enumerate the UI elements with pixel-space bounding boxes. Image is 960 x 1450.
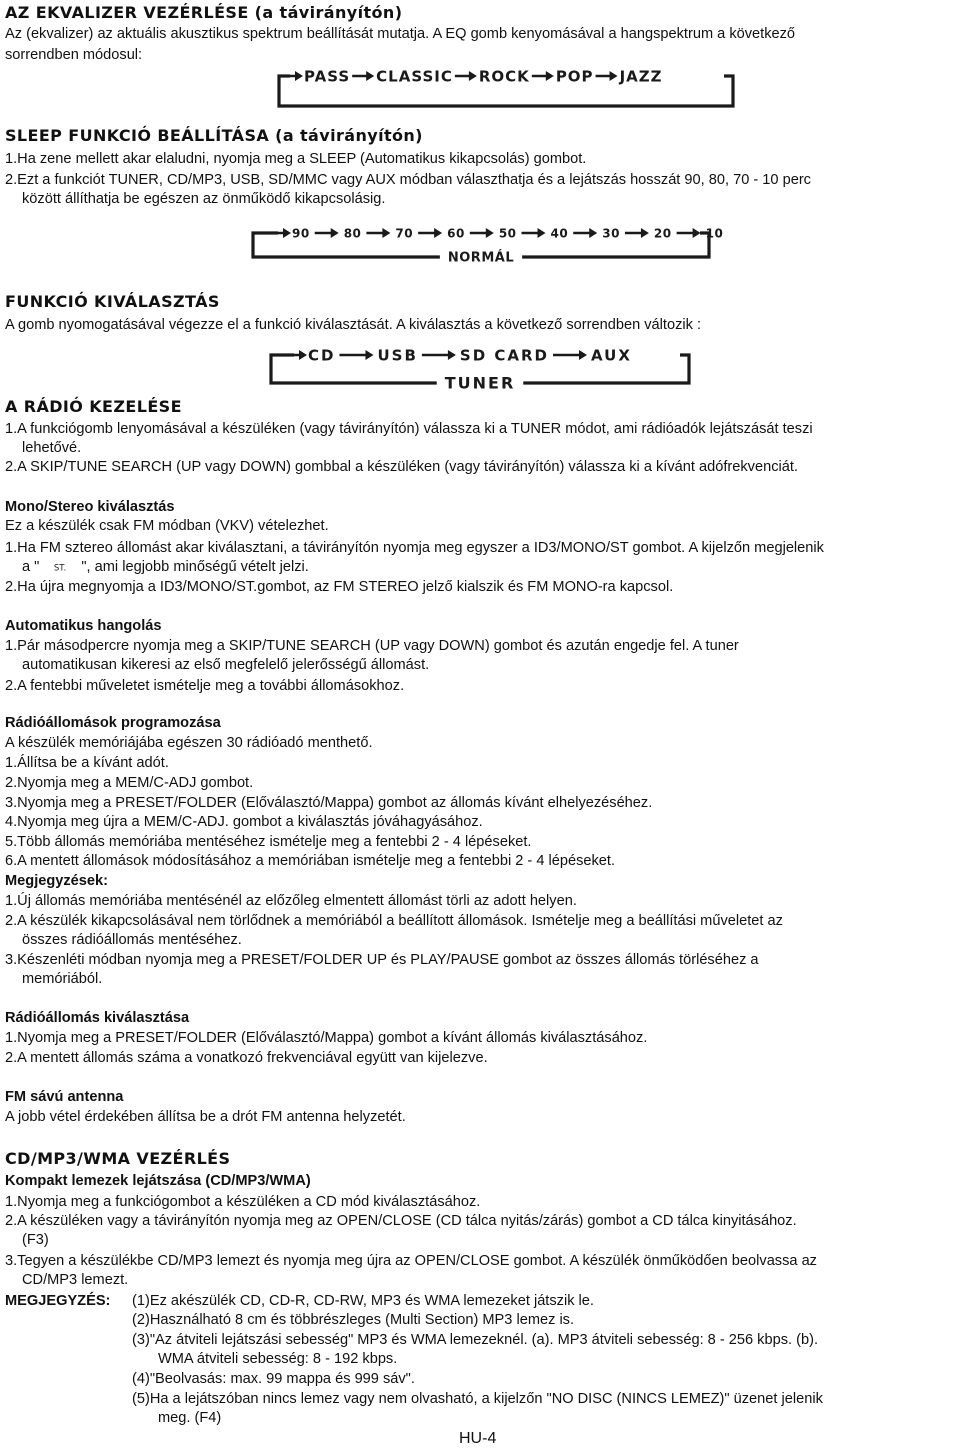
mono-stereo-item-2: 2.Ha újra megnyomja a ID3/MONO/ST.gombot, az FM STEREO jelző kialszik és FM MONO-ra kapcsol. — [5, 579, 674, 595]
eq-arrow — [352, 71, 374, 81]
programming-step-3: 3.Nyomja meg a PRESET/FOLDER (Előválasztó/Mappa) gombot az állomás kívánt elhelyezéséhez. — [5, 795, 653, 811]
sleep-arrow — [366, 228, 390, 238]
cd-note-4: (4)"Beolvasás: max. 99 mappa és 999 sáv". — [132, 1371, 415, 1387]
eq-sequence-diagram — [276, 64, 736, 110]
auto-tuning-item-2: 2.A fentebbi műveletet ismételje meg a további állomásokhoz. — [5, 678, 405, 694]
function-sequence-diagram — [268, 343, 692, 391]
mono-stereo-text-pre: a " — [22, 559, 40, 575]
mono-stereo-text-post: ", ami legjobb minőségű vételt jelzi. — [81, 559, 309, 575]
auto-tuning-item-1-line2: automatikusan kikeresi az első megfelelő jelerősségű állomást. — [22, 657, 430, 673]
eq-arrow — [596, 71, 618, 81]
sleep-step-label: 90 — [292, 226, 310, 241]
cd-note-5-line2: meg. (F4) — [158, 1410, 222, 1426]
programming-paragraph: A készülék memóriájába egészen 30 rádióadó menthető. — [5, 735, 373, 751]
cd-note-3-line2: WMA átviteli sebesség: 8 - 192 kbps. — [158, 1351, 398, 1367]
sleep-step-label: 70 — [395, 226, 414, 241]
eq-arrow-start — [279, 71, 303, 81]
mono-stereo-item-1-line1: 1.Ha FM sztereo állomást akar kiválasztani, a távirányítón nyomja meg egyszer a ID3/MONO/ST gombot. A kijelzőn megjelenik — [5, 540, 824, 556]
note-2-line2: összes rádióállomás mentéséhez. — [22, 932, 242, 948]
cd-note-2: (2)Használható 8 cm és többrészleges (Multi Section) MP3 lemez is. — [132, 1312, 575, 1328]
func-bottom-label: TUNER — [444, 373, 516, 393]
func-arrow — [339, 350, 373, 360]
sleep-step-label: 50 — [498, 226, 517, 241]
sleep-bottom-label: NORMÁL — [447, 250, 515, 266]
programming-step-6: 6.A mentett állomások módosításához a memóriában ismételje meg a fentebbi 2 - 4 lépéseket. — [5, 853, 616, 869]
eq-step-label: JAZZ — [619, 67, 663, 86]
func-step-label: CD — [308, 346, 336, 365]
eq-arrow — [532, 71, 554, 81]
sleep-arrow — [522, 228, 546, 238]
sleep-arrow — [625, 228, 649, 238]
sleep-arrow — [573, 228, 597, 238]
cd-item-2-line1: 2.A készüléken vagy a távirányítón nyomja meg az OPEN/CLOSE (CD tálca nyitás/zárás) gombot a CD tálca kinyitásához. — [5, 1213, 797, 1229]
radio-heading: A RÁDIÓ KEZELÉSE — [5, 397, 182, 416]
eq-step-label: PASS — [304, 67, 351, 86]
sleep-arrow — [315, 228, 339, 238]
eq-paragraph-line2: sorrendben módosul: — [5, 47, 143, 63]
func-arrow-start — [271, 350, 307, 360]
programming-step-1: 1.Állítsa be a kívánt adót. — [5, 755, 169, 771]
func-arrow — [553, 350, 587, 360]
cd-note-1: (1)Ez akészülék CD, CD-R, CD-RW, MP3 és WMA lemezeket játszik le. — [132, 1293, 594, 1309]
mono-stereo-item-1-line2 — [22, 558, 309, 576]
eq-step-label: POP — [555, 67, 594, 86]
sleep-arrow — [677, 228, 701, 238]
antenna-heading: FM sávú antenna — [5, 1089, 124, 1105]
station-select-item-1: 1.Nyomja meg a PRESET/FOLDER (Előválasztó/Mappa) gombot a kívánt állomás kiválasztásához. — [5, 1030, 648, 1046]
sleep-step-label: 10 — [705, 226, 724, 241]
programming-heading: Rádióállomások programozása — [5, 715, 221, 731]
sleep-step-label: 30 — [602, 226, 620, 241]
mono-stereo-heading: Mono/Stereo kiválasztás — [5, 499, 175, 515]
func-step-label: AUX — [591, 346, 632, 365]
sleep-item-1: 1.Ha zene mellett akar elaludni, nyomja meg a SLEEP (Automatikus kikapcsolás) gombot. — [5, 151, 587, 167]
antenna-paragraph: A jobb vétel érdekében állítsa be a drót FM antenna helyzetét. — [5, 1109, 406, 1125]
sleep-item-2-line1: 2.Ezt a funkciót TUNER, CD/MP3, USB, SD/MMC vagy AUX módban választhatja és a lejátszás hosszát 90, 80, 70 - 10 perc — [5, 172, 811, 188]
cd-note-5-line1: (5)Ha a lejátszóban nincs lemez vagy nem olvasható, a kijelzőn "NO DISC (NINCS LEMEZ)" üzenet jelenik — [132, 1391, 823, 1407]
station-select-heading: Rádióállomás kiválasztása — [5, 1010, 190, 1026]
func-step-label: SD CARD — [459, 346, 549, 365]
programming-step-2: 2.Nyomja meg a MEM/C-ADJ gombot. — [5, 775, 254, 791]
cd-note-label: MEGJEGYZÉS: — [5, 1293, 111, 1309]
func-arrow — [422, 350, 456, 360]
notes-heading: Megjegyzések: — [5, 873, 109, 889]
auto-tuning-item-1-line1: 1.Pár másodpercre nyomja meg a SKIP/TUNE SEARCH (UP vagy DOWN) gombot és azután engedje fel. A tuner — [5, 638, 739, 654]
eq-step-label: CLASSIC — [376, 67, 453, 86]
note-2-line1: 2.A készülék kikapcsolásával nem törlődnek a memóriából a beállított állomások. Ismételje meg a beállítási műveletet az — [5, 913, 783, 929]
sleep-step-label: 40 — [550, 226, 569, 241]
sleep-heading: SLEEP FUNKCIÓ BEÁLLÍTÁSA (a távirányítón) — [5, 126, 423, 145]
sleep-step-label: 20 — [653, 226, 672, 241]
sleep-step-label: 60 — [447, 226, 465, 241]
note-1: 1.Új állomás memóriába mentésénél az előzőleg elmentett állomást törli az adott helyen. — [5, 893, 577, 909]
stereo-indicator-label: ST. — [54, 563, 67, 574]
cd-item-2-line2: (F3) — [22, 1232, 49, 1248]
station-select-item-2: 2.A mentett állomás száma a vonatkozó frekvenciával együtt van kijelezve. — [5, 1050, 488, 1066]
note-3-line1: 3.Készenléti módban nyomja meg a PRESET/FOLDER UP és PLAY/PAUSE gombot az összes állomás törléséhez a — [5, 952, 759, 968]
radio-item-1-line2: lehetővé. — [22, 440, 82, 456]
programming-step-5: 5.Több állomás memóriába mentéséhez ismételje meg a fentebbi 2 - 4 lépéseket. — [5, 834, 532, 850]
cd-item-3-line2: CD/MP3 lemezt. — [22, 1272, 129, 1288]
cd-heading: CD/MP3/WMA VEZÉRLÉS — [5, 1149, 231, 1168]
note-3-line2: memóriából. — [22, 971, 103, 987]
eq-heading: AZ EKVALIZER VEZÉRLÉSE (a távirányítón) — [5, 3, 403, 22]
page-number: HU-4 — [459, 1430, 497, 1447]
cd-item-1: 1.Nyomja meg a funkciógombot a készüléken a CD mód kiválasztásához. — [5, 1194, 481, 1210]
cd-item-3-line1: 3.Tegyen a készülékbe CD/MP3 lemezt és nyomja meg újra az OPEN/CLOSE gombot. A készülék önműködően beolvassa az — [5, 1253, 817, 1269]
auto-tuning-heading: Automatikus hangolás — [5, 618, 162, 634]
eq-paragraph-line1: Az (ekvalizer) az aktuális akusztikus spektrum beállítását mutatja. A EQ gomb kenyomásával a hangspektrum a következő — [5, 26, 796, 42]
programming-step-4: 4.Nyomja meg újra a MEM/C-ADJ. gombot a kiválasztás jóváhagyásához. — [5, 814, 483, 830]
mono-stereo-paragraph: Ez a készülék csak FM módban (VKV) vételezhet. — [5, 518, 329, 534]
cd-note-3-line1: (3)"Az átviteli lejátszási sebesség" MP3 és WMA lemezeknél. (a). MP3 átviteli sebesség: 8 - 256 kbps. (b). — [132, 1332, 818, 1348]
func-step-label: USB — [377, 346, 418, 365]
eq-arrow — [455, 71, 477, 81]
radio-item-1-line1: 1.A funkciógomb lenyomásával a készüléken (vagy távirányítón) válassza ki a TUNER módot, ami rádióadók lejátszását teszi — [5, 421, 813, 437]
stereo-indicator-icon — [39, 560, 81, 574]
sleep-sequence-diagram — [250, 224, 724, 270]
function-paragraph: A gomb nyomogatásával végezze el a funkció kiválasztását. A kiválasztás a következő sorrendben változik : — [5, 317, 702, 333]
sleep-item-2-line2: között állíthatja be egészen az önműködő kikapcsolásig. — [22, 191, 386, 207]
cd-subheading: Kompakt lemezek lejátszása (CD/MP3/WMA) — [5, 1173, 311, 1189]
sleep-arrow — [418, 228, 442, 238]
function-heading: FUNKCIÓ KIVÁLASZTÁS — [5, 292, 220, 311]
sleep-arrow-start — [253, 228, 291, 238]
eq-step-label: ROCK — [478, 67, 530, 86]
sleep-step-label: 80 — [343, 226, 362, 241]
sleep-arrow — [470, 228, 494, 238]
radio-item-2: 2.A SKIP/TUNE SEARCH (UP vagy DOWN) gombbal a készüléken (vagy távirányítón) válassza ki a kívánt adófrekvenciát. — [5, 459, 798, 475]
